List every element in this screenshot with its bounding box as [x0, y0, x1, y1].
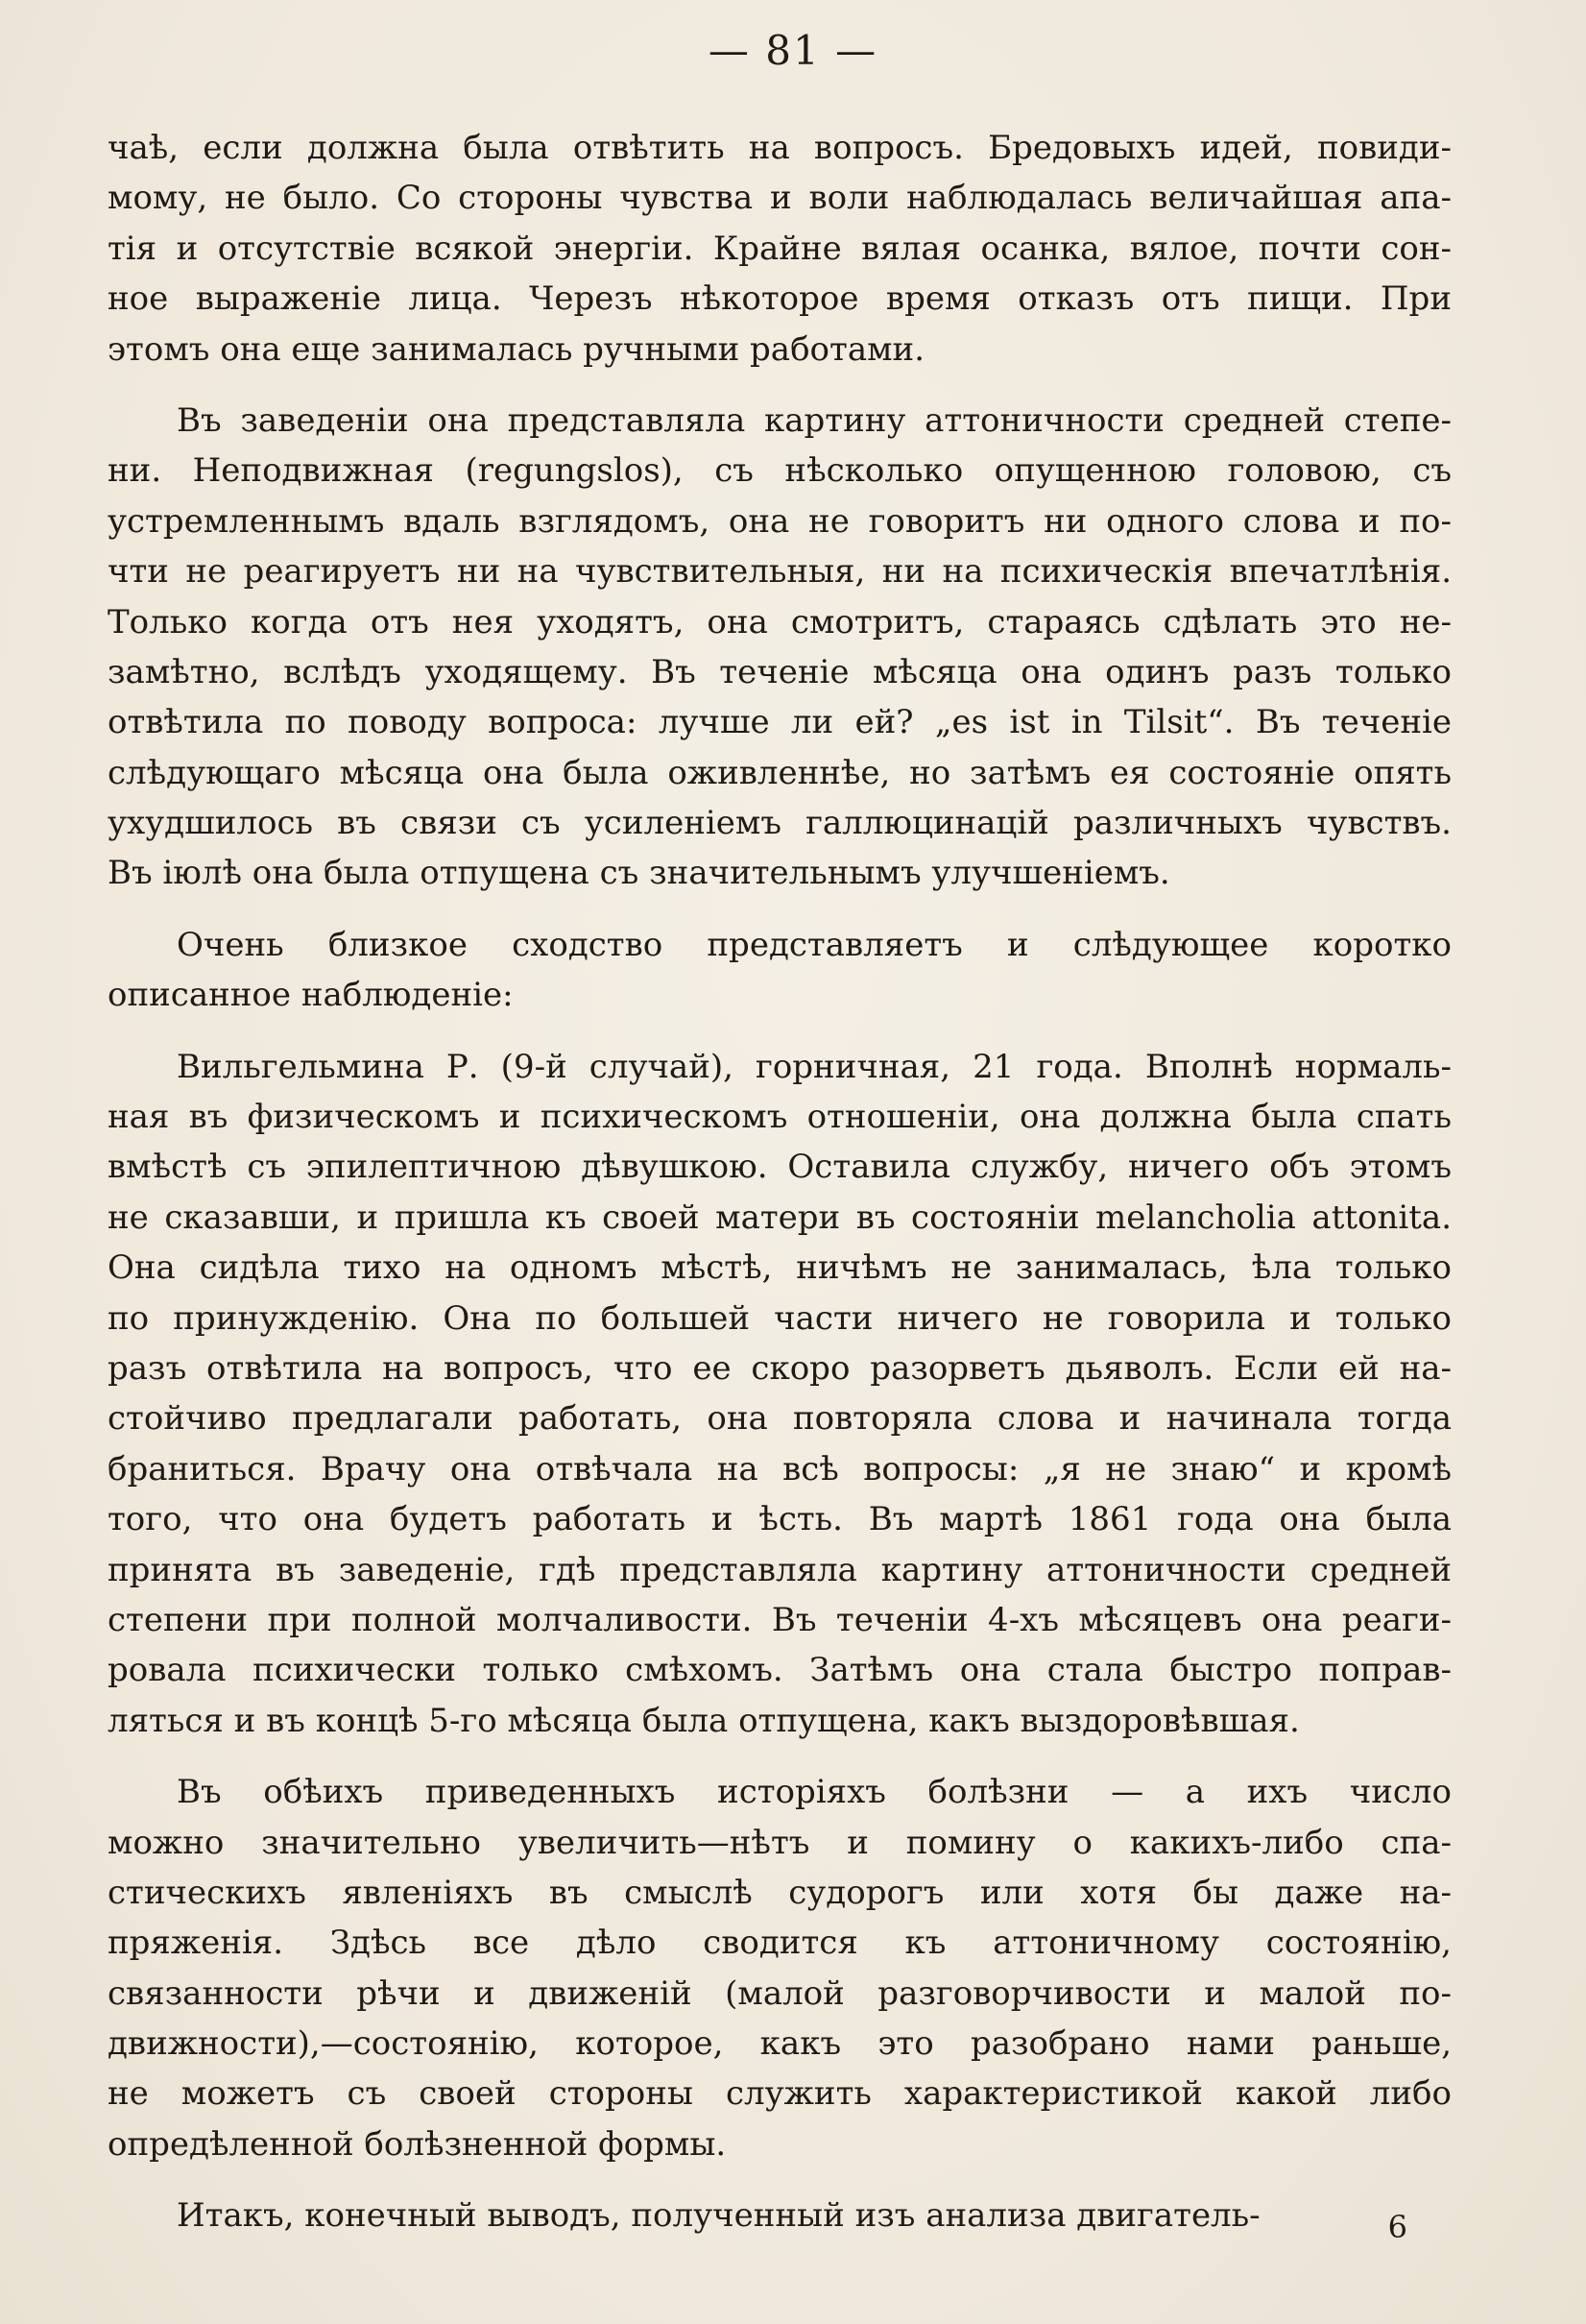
text-line: Въ іюлѣ она была отпущена съ значительнымъ улучшеніемъ.	[108, 854, 1170, 893]
text-line: слѣдующаго мѣсяца она была оживленнѣе, но затѣмъ ея состояніе опять	[108, 753, 1452, 792]
text-line: связанности рѣчи и движеній (малой разговорчивости и малой по-	[108, 1973, 1452, 2013]
text-line: стойчиво предлагали работать, она повторяла слова и начинала тогда	[108, 1399, 1452, 1439]
text-line: описанное наблюденіе:	[108, 976, 514, 1015]
text-line: чти не реагируетъ ни на чувствительныя, ни на психическія впечатлѣнія.	[108, 552, 1452, 592]
paragraph	[108, 396, 1452, 899]
body-text	[108, 123, 1452, 2241]
text-line: вмѣстѣ съ эпилептичною дѣвушкою. Оставила службу, ничего объ этомъ	[108, 1148, 1452, 1187]
text-line: Очень близкое сходство представляетъ и слѣдующее коротко	[177, 925, 1452, 964]
text-line: Она сидѣла тихо на одномъ мѣстѣ, ничѣмъ не занималась, ѣла только	[108, 1248, 1452, 1288]
text-line: ухудшилось въ связи съ усиленіемъ галлюцинацій различныхъ чувствъ.	[108, 804, 1452, 843]
text-line: Вильгельмина Р. (9-й случай), горничная, 21 года. Вполнѣ нормаль-	[177, 1047, 1452, 1086]
text-line: степени при полной молчаливости. Въ теченіи 4-хъ мѣсяцевъ она реаги-	[108, 1600, 1452, 1639]
paragraph	[108, 123, 1452, 375]
paragraph	[108, 1767, 1452, 2169]
text-line: мому, не было. Со стороны чувства и воли наблюдалась величайшая апа-	[108, 179, 1452, 218]
text-line: тія и отсутствіе всякой энергіи. Крайне вялая осанка, вялое, почти сон-	[108, 229, 1452, 268]
text-line: Только когда отъ нея уходятъ, она смотритъ, стараясь сдѣлать это не-	[108, 602, 1452, 642]
text-line: устремленнымъ вдаль взглядомъ, она не говоритъ ни одного слова и по-	[108, 501, 1452, 541]
text-line: Въ заведеніи она представляла картину аттоничности средней степе-	[177, 400, 1452, 440]
signature-mark: 6	[1387, 2209, 1407, 2245]
text-line: разъ отвѣтила на вопросъ, что ее скоро разорветъ дьяволъ. Если ей на-	[108, 1348, 1452, 1388]
text-line: Итакъ, конечный выводъ, полученный изъ анализа двигатель-	[177, 2196, 1261, 2236]
text-line: ровала психически только смѣхомъ. Затѣмъ она стала быстро поправ-	[108, 1651, 1452, 1690]
text-line: того, что она будетъ работать и ѣсть. Въ мартѣ 1861 года она была	[108, 1500, 1452, 1539]
text-line: по принужденію. Она по большей части ничего не говорила и только	[108, 1298, 1452, 1338]
text-line: Въ обѣихъ приведенныхъ исторіяхъ болѣзни — а ихъ число	[177, 1773, 1452, 1812]
page-number-header: — 81 —	[708, 27, 878, 74]
text-line: не сказавши, и пришла къ своей матери въ состояніи melancholia attonita.	[108, 1198, 1452, 1237]
text-line: чаѣ, если должна была отвѣтить на вопросъ. Бредовыхъ идей, повиди-	[108, 129, 1452, 167]
text-line: отвѣтила по поводу вопроса: лучше ли ей? „es ist in Tilsit“. Въ теченіе	[108, 703, 1452, 742]
paragraph	[108, 1042, 1452, 1746]
text-line: ное выраженіе лица. Черезъ нѣкоторое время отказъ отъ пищи. При	[108, 279, 1452, 319]
text-line: не можетъ съ своей стороны служить характеристикой какой либо	[108, 2074, 1452, 2114]
text-line: ная въ физическомъ и психическомъ отношеніи, она должна была спать	[108, 1098, 1452, 1137]
text-line: ляться и въ концѣ 5-го мѣсяца была отпущена, какъ выздоровѣвшая.	[108, 1701, 1300, 1740]
text-line: браниться. Врачу она отвѣчала на всѣ вопросы: „я не знаю“ и кромѣ	[108, 1449, 1452, 1489]
text-line: этомъ она еще занималась ручными работами.	[108, 329, 925, 369]
text-line: принята въ заведеніе, гдѣ представляла картину аттоничности средней	[108, 1550, 1452, 1589]
text-line: пряженія. Здѣсь все дѣло сводится къ аттоничному состоянію,	[108, 1924, 1452, 1963]
text-line: стическихъ явленіяхъ въ смыслѣ судорогъ или хотя бы даже на-	[108, 1873, 1452, 1912]
text-line: ни. Неподвижная (regungslos), съ нѣсколько опущенною головою, съ	[108, 451, 1452, 491]
text-line: замѣтно, вслѣдъ уходящему. Въ теченіе мѣсяца она одинъ разъ только	[108, 652, 1452, 691]
text-line: можно значительно увеличить—нѣтъ и помину о какихъ-либо спа-	[108, 1823, 1452, 1862]
paragraph	[108, 2191, 1452, 2240]
text-line: опредѣленной болѣзненной формы.	[108, 2124, 727, 2164]
text-line: движности),—состоянію, которое, какъ это разобрано нами раньше,	[108, 2024, 1452, 2064]
paragraph	[108, 920, 1452, 1021]
